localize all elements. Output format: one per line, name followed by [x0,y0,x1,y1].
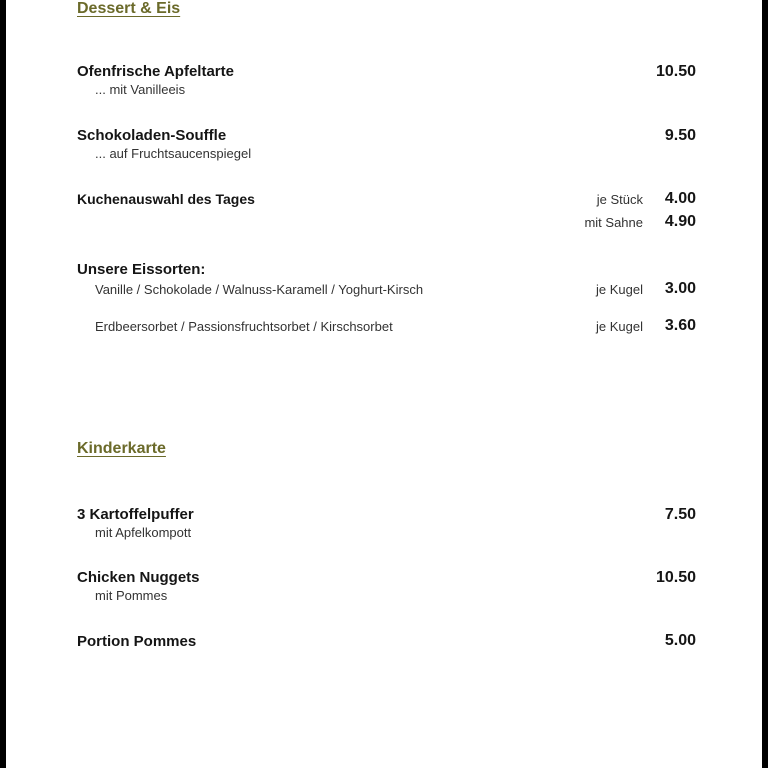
price-unit: je Kugel [596,282,643,297]
menu-item-description: mit Apfelkompott [95,525,192,540]
menu-item-name: Kuchenauswahl des Tages [77,191,255,207]
menu-item-price: 7.50 [664,506,696,523]
menu-item-price: 9.50 [664,127,696,144]
section-heading-kids: Kinderkarte [77,440,166,457]
price-unit: je Kugel [596,319,643,334]
menu-item-price: 5.00 [664,632,696,649]
ice-cream-heading: Unsere Eissorten: [77,261,206,278]
ice-cream-flavors: Erdbeersorbet / Passionsfruchtsorbet / Kirschsorbet [95,319,393,334]
price-unit: mit Sahne [584,215,643,230]
menu-item-name: Chicken Nuggets [77,569,200,586]
menu-item-name: Schokoladen-Souffle [77,127,227,144]
menu-item-price: 4.00 [664,190,696,207]
menu-item-price: 4.90 [664,213,696,230]
menu-item-name: Ofenfrische Apfeltarte [77,63,234,80]
menu-page [6,0,762,768]
menu-item-name: Portion Pommes [77,633,197,650]
menu-item-price: 10.50 [655,569,696,586]
menu-item-description: ... mit Vanilleeis [95,82,186,97]
menu-item-price: 3.00 [664,280,696,297]
menu-item-price: 3.60 [664,317,696,334]
menu-item-name: 3 Kartoffelpuffer [77,506,194,523]
menu-item-price: 10.50 [655,63,696,80]
section-heading-dessert: Dessert & Eis [77,0,181,17]
ice-cream-flavors: Vanille / Schokolade / Walnuss-Karamell / Yoghurt-Kirsch [95,282,424,297]
price-unit: je Stück [596,192,643,207]
menu-item-description: mit Pommes [95,588,168,603]
menu-item-description: ... auf Fruchtsaucenspiegel [95,146,252,161]
